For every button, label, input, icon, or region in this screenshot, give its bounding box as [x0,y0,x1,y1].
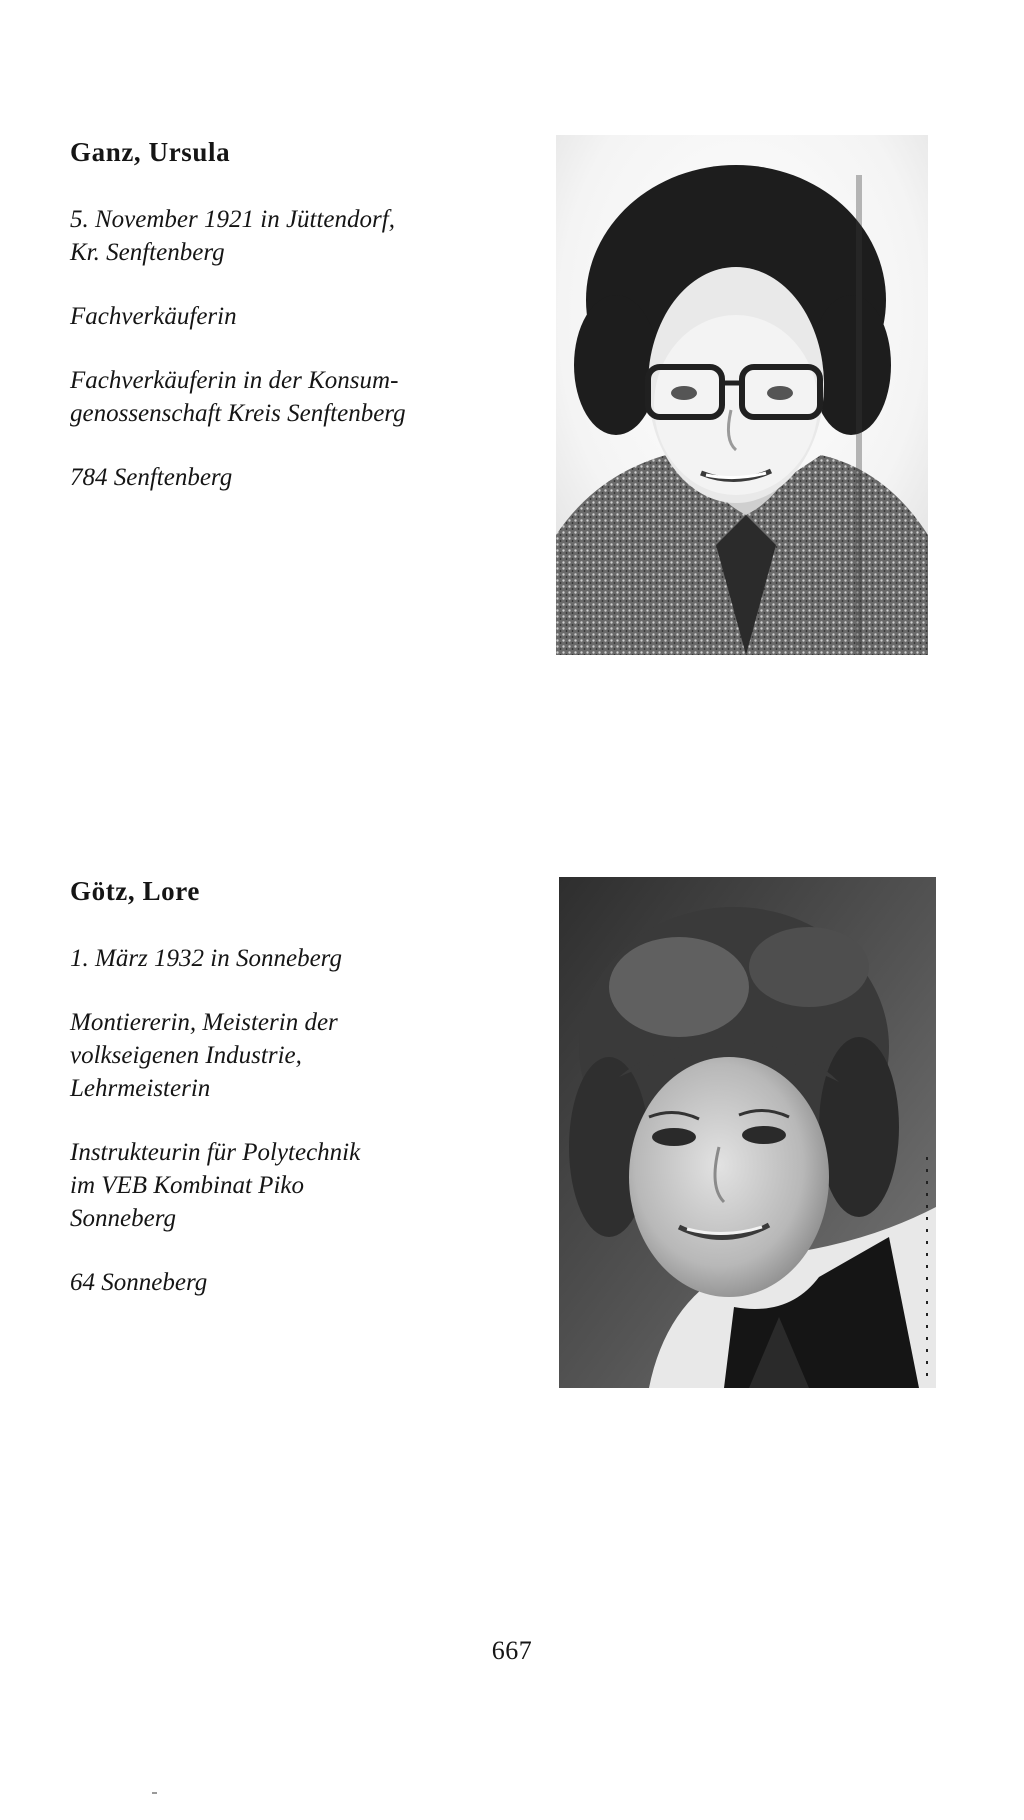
portrait-image [556,135,928,655]
entry-details [70,942,540,1299]
entry-details [70,203,540,494]
residence-line: 784 Senftenberg [70,464,233,491]
position-line: Fachverkäuferin in der Konsum- [70,367,399,394]
portrait-photo [559,877,936,1388]
profession-line: Montiererin, Meisterin der [70,1009,338,1036]
position-line: Instrukteurin für Polytechnik [70,1139,361,1166]
profession-line: Fachverkäuferin [70,303,237,330]
position-line: Sonneberg [70,1205,176,1232]
position-line: genossenschaft Kreis Senftenberg [70,400,406,427]
birth-line: Kr. Senftenberg [70,239,225,266]
entry-name: Götz, Lore [70,876,200,906]
residence-line: 64 Sonneberg [70,1269,208,1296]
birth-line: 1. März 1932 in Sonneberg [70,945,342,972]
page-number: 667 [491,1636,533,1665]
profession-line: volkseigenen Industrie, [70,1042,302,1069]
portrait-image [559,877,936,1388]
scan-artifact [152,1792,157,1794]
profession-line: Lehrmeisterin [70,1075,211,1102]
birth-line: 5. November 1921 in Jüttendorf, [70,206,395,233]
position-line: im VEB Kombinat Piko [70,1172,304,1199]
portrait-photo [556,135,928,655]
entry-name: Ganz, Ursula [70,137,231,167]
